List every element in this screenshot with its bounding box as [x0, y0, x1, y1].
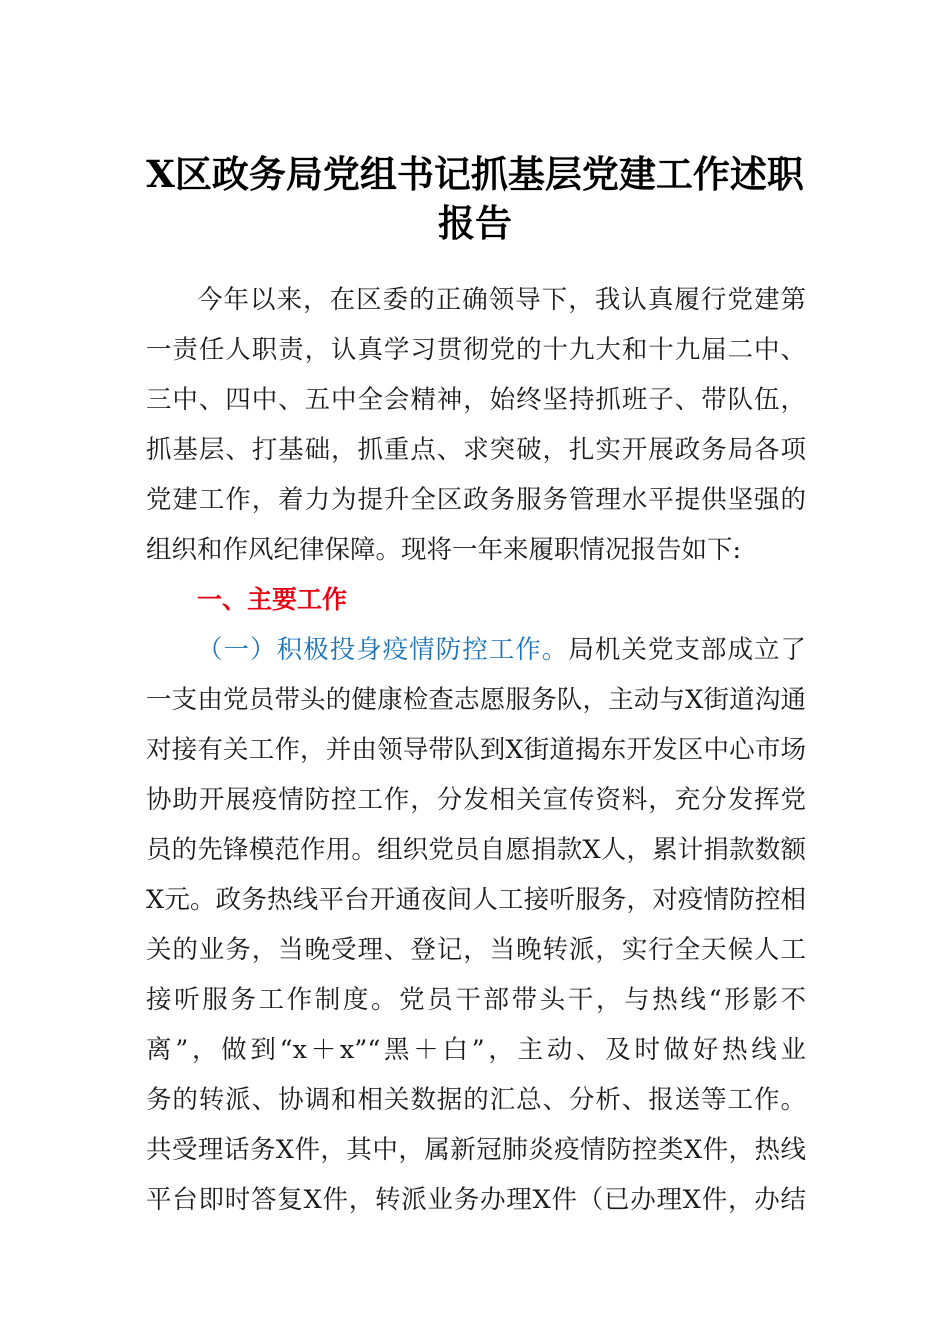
- body-line: X元。政务热线平台开通夜间人工接听服务，对疫情防控相: [146, 885, 806, 915]
- body-line: 离”，做到“x＋x”“黑＋白”，主动、及时做好热线业: [146, 1035, 806, 1065]
- body-line: 务的转派、协调和相关数据的汇总、分析、报送等工作。: [146, 1085, 806, 1115]
- intro-line: 抓基层、打基础，抓重点、求突破，扎实开展政务局各项: [146, 435, 806, 465]
- subsection-first-line-text: 局机关党支部成立了: [568, 635, 806, 665]
- intro-line: 今年以来，在区委的正确领导下，我认真履行党建第: [197, 285, 806, 315]
- body-line: 关的业务，当晚受理、登记，当晚转派，实行全天候人工: [146, 935, 806, 965]
- document-title-line-2: 报告: [438, 201, 512, 245]
- document-title-line-1: X区政务局党组书记抓基层党建工作述职: [146, 152, 804, 196]
- subsection-label: （一）积极投身疫情防控工作。: [197, 635, 569, 665]
- intro-line: 党建工作，着力为提升全区政务服务管理水平提供坚强的: [146, 485, 806, 515]
- intro-line: 组织和作风纪律保障。现将一年来履职情况报告如下:: [146, 535, 742, 565]
- intro-line: 三中、四中、五中全会精神，始终坚持抓班子、带队伍，: [146, 385, 806, 415]
- body-line: 平台即时答复X件，转派业务办理X件（已办理X件，办结: [146, 1185, 806, 1215]
- body-line: 协助开展疫情防控工作，分发相关宣传资料，充分发挥党: [146, 785, 806, 815]
- body-line: 对接有关工作，并由领导带队到X街道揭东开发区中心市场: [146, 735, 806, 765]
- intro-line: 一责任人职责，认真学习贯彻党的十九大和十九届二中、: [146, 335, 806, 365]
- body-line: 一支由党员带头的健康检查志愿服务队，主动与X街道沟通: [146, 685, 806, 715]
- body-line: 共受理话务X件，其中，属新冠肺炎疫情防控类X件，热线: [146, 1135, 806, 1165]
- body-line: 接听服务工作制度。党员干部带头干，与热线“形影不: [146, 985, 806, 1015]
- body-line: 员的先锋模范作用。组织党员自愿捐款X人，累计捐款数额: [146, 835, 806, 865]
- subsection-first-line: [197, 625, 806, 675]
- section-heading: 一、主要工作: [197, 585, 348, 614]
